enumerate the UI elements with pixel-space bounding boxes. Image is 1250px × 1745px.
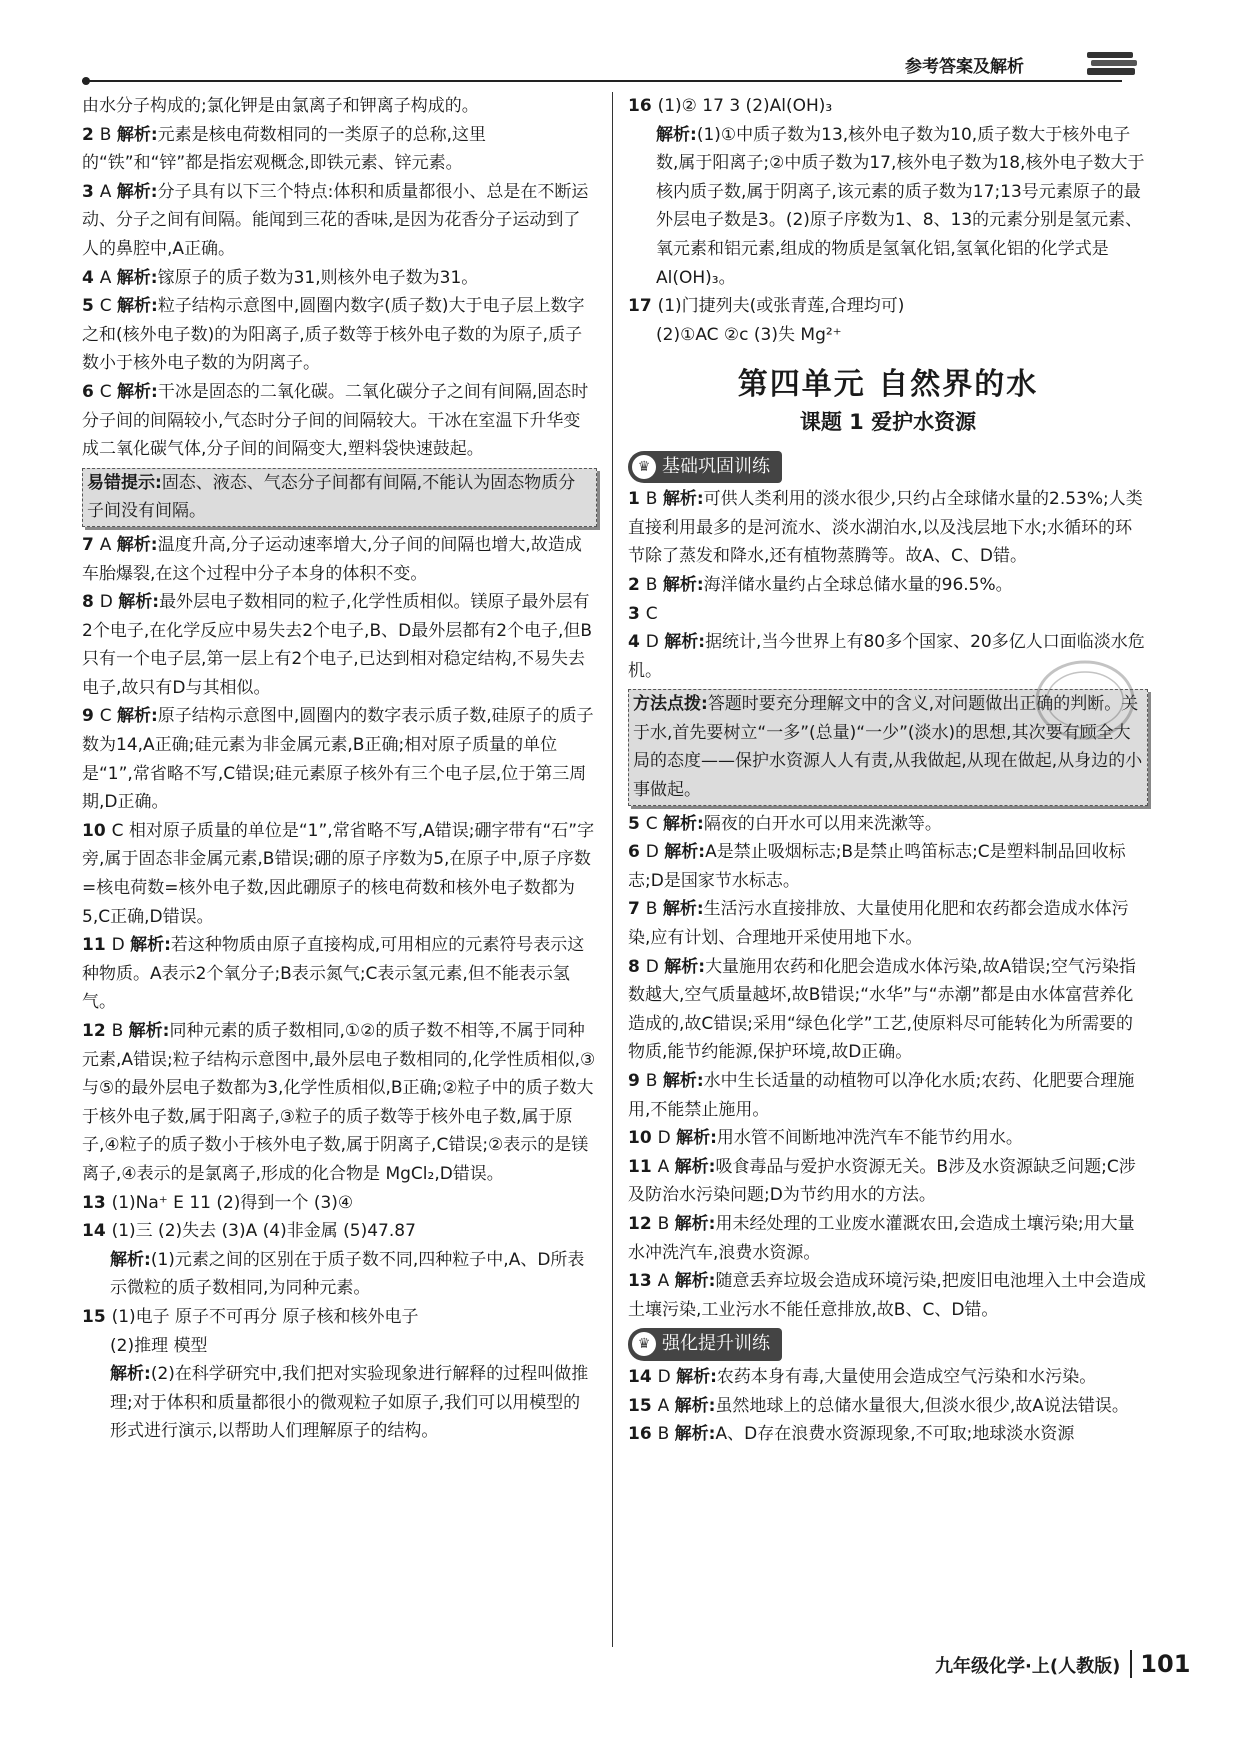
answer-choice: C (111, 820, 129, 841)
answer-text: 元素是核电荷数相同的一类原子的总称,这里的“铁”和“锌”都是指宏观概念,即铁元素、锌元素。 (82, 124, 487, 174)
item-number: 10 (628, 1128, 658, 1149)
answer-item (82, 121, 597, 178)
analysis-label: 解析: (117, 296, 158, 317)
right-top-answers (628, 92, 1148, 349)
item-number: 1 (628, 489, 646, 510)
answer-item (628, 485, 1148, 571)
answer-text: 相对原子质量的单位是“1”,常省略不写,A错误;硼字带有“石”字旁,属于固态非金属元素,B错误;硼的原子序数为5,在原子中,原子序数=核电荷数=核外电子数,因此硼原子的核电荷数和核外电子数都为5,C正确,D错误。 (82, 820, 595, 927)
analysis-label: 解析: (662, 574, 704, 595)
lesson-title: 课题 1 爱护水资源 (799, 409, 977, 434)
answer-text: 农药本身有毒,大量使用会造成空气污染和水污染。 (716, 1366, 1097, 1387)
answer-text: 据统计,当今世界上有80多个国家、20多亿人口面临淡水危机。 (628, 632, 1145, 681)
answer-choice: D (99, 592, 119, 613)
answer-text: 吸食毒品与爱护水资源无关。B涉及水资源缺乏问题;C涉及防治水污染问题;D为节约用水的方法。 (628, 1156, 1136, 1206)
answer-text: 海洋储水量约占全球总储水量的96.5%。 (703, 574, 1013, 595)
answer-text: (1)①中质子数为13,核外电子数为10,质子数大于核外电子数,属于阳离子;②中质子数为17,核外电子数为18,核外电子数大于核内质子数,属于阴离子,该元素的质子数为17;13号元素原子的最外层电子数是3。(2)原子序数为1、8、13的元素分别是氢元素、氧元素和铝元素,组成的物质是氢氧化铝,氢氧化铝的化学式是Al(OH)₃。 (656, 124, 1145, 288)
analysis-label: 解析: (676, 1366, 717, 1387)
answer-text: (2)在科学研究中,我们把对实验现象进行解释的过程叫做推理;对于体积和质量都很小的微观粒子如原子,我们可以用模型的形式进行演示,以帮助人们理解原子的结构。 (110, 1364, 589, 1442)
answer-item (82, 1360, 597, 1446)
answer-choice: B (657, 1424, 675, 1445)
section-banner-advanced (628, 1328, 782, 1361)
answer-choice: A (657, 1395, 675, 1416)
analysis-label: 解析: (662, 489, 704, 510)
answer-text: 固态、液态、气态分子间都有间隔,不能认为固态物质分子间没有间隔。 (87, 472, 576, 522)
answer-item (628, 1420, 1148, 1449)
item-number: 8 (628, 956, 646, 977)
left-column (82, 92, 597, 1446)
answer-item (82, 1217, 597, 1246)
answer-item (628, 1363, 1148, 1392)
watermark-stamp (1030, 655, 1140, 745)
item-number: 10 (82, 820, 112, 841)
answer-choice: C (99, 706, 118, 727)
item-number: 7 (82, 534, 100, 555)
analysis-label: 解析: (118, 592, 160, 613)
answer-text: (1)三 (2)失去 (3)A (4)非金属 (5)47.87 (111, 1221, 416, 1242)
answer-item (628, 810, 1148, 839)
answer-choice: C (99, 296, 118, 317)
section-banner-basic (628, 451, 782, 484)
answer-choice: A (657, 1156, 675, 1177)
analysis-label: 解析: (117, 706, 158, 727)
column-divider (612, 92, 613, 1647)
item-number: 16 (628, 1424, 658, 1445)
answer-text: (1)门捷列夫(或张青莲,合理均可) (657, 296, 905, 317)
answer-choice: B (645, 489, 663, 510)
analysis-label: 解析: (116, 124, 158, 145)
answer-choice: D (645, 842, 665, 863)
answer-choice: C (645, 603, 658, 624)
answer-item (628, 92, 1148, 121)
item-number: 2 (82, 124, 100, 145)
answer-item (628, 1067, 1148, 1124)
item-number: 11 (628, 1156, 658, 1177)
item-number: 14 (82, 1221, 112, 1242)
answer-item (628, 121, 1148, 293)
answer-item (628, 600, 1148, 629)
analysis-label: 解析: (656, 124, 697, 145)
item-number: 12 (628, 1213, 658, 1234)
answer-item (82, 178, 597, 264)
item-number: 4 (82, 267, 100, 288)
answer-choice: D (645, 632, 665, 653)
analysis-label: 解析: (117, 381, 158, 402)
answer-item (82, 702, 597, 816)
header-title: 参考答案及解析 (905, 57, 1024, 77)
answer-item (82, 1332, 597, 1361)
item-number: 3 (628, 603, 646, 624)
answer-item (82, 817, 597, 931)
answer-text: 温度升高,分子运动速率增大,分子间的间隔也增大,故造成车胎爆裂,在这个过程中分子本身的体积不变。 (82, 534, 582, 584)
analysis-label: 解析: (130, 935, 171, 956)
crown-icon: ♛ (632, 1332, 656, 1356)
answer-item (628, 1210, 1148, 1267)
answer-item (628, 895, 1148, 952)
answer-text: 粒子结构示意图中,圆圈内数字(质子数)大于电子层上数字之和(核外电子数)的为阳离子,质子数等于核外电子数的为原子,质子数小于核外电子数的为阴离子。 (82, 296, 585, 374)
answer-text: 干冰是固态的二氧化碳。二氧化碳分子之间有间隔,固态时分子间的间隔较小,气态时分子间的间隔较大。干冰在室温下升华变成二氧化碳气体,分子间的间隔变大,塑料袋快速鼓起。 (82, 381, 589, 460)
analysis-label: 解析: (116, 534, 158, 555)
analysis-label: 解析: (662, 1071, 704, 1091)
answer-text: (2)推理 模型 (110, 1335, 208, 1356)
right-column (628, 92, 1148, 1449)
answer-choice: A (657, 1271, 675, 1292)
answer-choice: D (645, 956, 665, 977)
answer-item (628, 1124, 1148, 1153)
banner-label: 基础巩固训练 (662, 455, 770, 477)
analysis-label: 解析: (128, 1021, 170, 1041)
analysis-label: 解析: (116, 267, 158, 288)
answer-text: (2)①AC ②c (3)失 Mg²⁺ (656, 324, 842, 345)
analysis-label: 解析: (664, 842, 706, 863)
answer-item (628, 321, 1148, 350)
answer-item (82, 931, 597, 1017)
answer-item (628, 838, 1148, 895)
answer-choice: D (657, 1128, 677, 1149)
answer-item (82, 264, 597, 293)
answer-item (82, 292, 597, 378)
answer-choice: B (111, 1021, 129, 1041)
analysis-label: 解析: (116, 181, 158, 202)
analysis-label: 解析: (674, 1213, 716, 1234)
answer-text: (1)② 17 3 (2)Al(OH)₃ (657, 96, 833, 116)
item-number: 4 (628, 632, 646, 653)
item-number: 6 (628, 842, 646, 863)
footer-label: 九年级化学·上(人教版) (935, 1656, 1121, 1677)
item-number: 11 (82, 935, 112, 956)
item-number: 15 (628, 1395, 658, 1416)
right-mid-answers (628, 485, 1148, 1324)
answer-item (628, 953, 1148, 1067)
item-number: 7 (628, 899, 646, 920)
item-number: 9 (82, 706, 100, 727)
answer-item (82, 531, 597, 588)
analysis-label: 解析: (676, 1128, 717, 1149)
answer-text: 大量施用农药和化肥会造成水体污染,故A错误;空气污染指数越大,空气质量越坏,故B错误;“水华”与“赤潮”都是由水体富营养化造成的,故C错误;采用“绿色化学”工艺,使原料尽可能转化为所需要的物质,能节约能源,保护环境,故D正确。 (628, 956, 1136, 1063)
item-number: 14 (628, 1366, 658, 1387)
item-number: 13 (628, 1271, 658, 1292)
answer-text: 隔夜的白开水可以用来洗漱等。 (703, 813, 942, 834)
answer-text: 分子具有以下三个特点:体积和质量都很小、总是在不断运动、分子之间有间隔。能闻到三花的香味,是因为花香分子运动到了人的鼻腔中,A正确。 (82, 181, 589, 259)
analysis-label: 易错提示: (87, 472, 162, 493)
answer-text: 虽然地球上的总储水量很大,但淡水很少,故A说法错误。 (715, 1395, 1129, 1416)
analysis-label: 解析: (110, 1249, 151, 1270)
right-bottom-answers (628, 1363, 1148, 1449)
answer-choice: D (657, 1366, 677, 1387)
unit-title: 第四单元 自然界的水 (737, 367, 1039, 403)
answer-text: 最外层电子数相同的粒子,化学性质相似。镁原子最外层有2个电子,在化学反应中易失去2个电子,B、D最外层都有2个电子,但B只有一个电子层,第一层上有2个电子,已达到相对稳定结构,不易失去电子,故只有D与其相似。 (82, 592, 593, 698)
item-number: 13 (82, 1192, 112, 1213)
item-number: 15 (82, 1306, 112, 1327)
answer-choice: B (645, 1071, 663, 1091)
item-number: 2 (628, 574, 646, 595)
page-number: 101 (1130, 1650, 1190, 1678)
answer-text: 用水管不间断地冲洗汽车不能节约用水。 (716, 1128, 1023, 1149)
footer (935, 1650, 1190, 1678)
answer-item (82, 588, 597, 702)
analysis-label: 解析: (664, 956, 706, 977)
answer-choice: C (99, 381, 118, 402)
answer-item (628, 571, 1148, 600)
item-number: 6 (82, 381, 100, 402)
answer-item (82, 92, 597, 121)
banner-label: 强化提升训练 (662, 1333, 770, 1355)
answer-choice: B (645, 574, 663, 595)
answer-text: 由水分子构成的;氯化钾是由氯离子和钾离子构成的。 (82, 96, 479, 116)
analysis-label: 解析: (674, 1395, 716, 1416)
answer-choice: B (657, 1213, 675, 1234)
answer-text: (1)元素之间的区别在于质子数不同,四种粒子中,A、D所表示微粒的质子数相同,为同种元素。 (110, 1249, 585, 1299)
answer-text: 若这种物质由原子直接构成,可用相应的元素符号表示这种物质。A表示2个氧分子;B表示氮气;C表示氢元素,但不能表示氢气。 (82, 935, 585, 1013)
answer-item (82, 378, 597, 464)
answer-text: (1)电子 原子不可再分 原子核和核外电子 (111, 1306, 419, 1327)
answer-choice: C (645, 813, 664, 834)
analysis-label: 解析: (674, 1156, 716, 1177)
answer-text: A是禁止吸烟标志;B是禁止鸣笛标志;C是塑料制品回收标志;D是国家节水标志。 (628, 842, 1126, 891)
header-rule (82, 80, 1122, 82)
item-number: 16 (628, 96, 658, 116)
answer-text: 可供人类利用的淡水很少,只约占全球储水量的2.53%;人类直接利用最多的是河流水、淡水湖泊水,以及浅层地下水;水循环的环节除了蒸发和降水,还有植物蒸腾等。故A、C、D错。 (628, 489, 1143, 567)
answer-choice: B (99, 124, 117, 145)
item-number: 5 (628, 813, 646, 834)
answer-choice: B (645, 899, 663, 920)
analysis-label: 解析: (110, 1364, 151, 1385)
books-icon (1085, 50, 1140, 78)
answer-item (628, 1153, 1148, 1210)
tip-box (82, 468, 597, 527)
answer-text: (1)Na⁺ E 11 (2)得到一个 (3)④ (111, 1192, 354, 1213)
analysis-label: 解析: (662, 899, 704, 920)
analysis-label: 解析: (674, 1271, 716, 1292)
item-number: 3 (82, 181, 100, 202)
answer-text: 答题时要充分理解文中的含义,对问题做出正确的判断。关于水,首先要树立“一多”(总量)“一少”(淡水)的思想,其次要有顾全大局的态度——保护水资源人人有责,从我做起,从现在做起,从身边的小事做起。 (633, 694, 1143, 801)
answer-choice: A (99, 267, 117, 288)
item-number: 12 (82, 1021, 112, 1041)
answer-item (628, 292, 1148, 321)
answer-text: 生活污水直接排放、大量使用化肥和农药都会造成水体污染,应有计划、合理地开采使用地下水。 (628, 899, 1129, 949)
item-number: 17 (628, 296, 658, 317)
answer-choice: D (111, 935, 131, 956)
answer-item (82, 1246, 597, 1303)
answer-text: 水中生长适量的动植物可以净化水质;农药、化肥要合理施用,不能禁止施用。 (628, 1071, 1135, 1120)
item-number: 9 (628, 1071, 646, 1091)
analysis-label: 方法点拨: (633, 694, 708, 715)
answer-text: 用未经处理的工业废水灌溉农田,会造成土壤污染;用大量水冲洗汽车,浪费水资源。 (628, 1213, 1135, 1263)
answer-text: 镓原子的质子数为31,则核外电子数为31。 (157, 267, 479, 288)
answer-text: 同种元素的质子数相同,①②的质子数不相等,不属于同种元素,A错误;粒子结构示意图中,最外层电子数相同的,化学性质相似,③与⑤的最外层电子数都为3,化学性质相似,B正确;②粒子中的质子数大于核外电子数,属于阳离子,③粒子的质子数等于核外电子数,属于原子,④粒子的质子数小于核外电子数,属于阴离子,C错误;②表示的是镁离子,④表示的是氯离子,形成的化合物是 MgCl₂,D错误。 (82, 1021, 596, 1184)
answer-item (628, 1267, 1148, 1324)
analysis-label: 解析: (674, 1424, 716, 1445)
item-number: 5 (82, 296, 100, 317)
answer-item (82, 1189, 597, 1218)
answer-choice: A (99, 534, 117, 555)
answer-item (82, 1303, 597, 1332)
item-number: 8 (82, 592, 100, 613)
answer-text: 随意丢弃垃圾会造成环境污染,把废旧电池埋入土中会造成土壤污染,工业污水不能任意排放,故B、C、D错。 (628, 1271, 1146, 1320)
answer-choice: A (99, 181, 117, 202)
answer-item (628, 1392, 1148, 1421)
analysis-label: 解析: (664, 632, 706, 653)
crown-icon: ♛ (632, 455, 656, 479)
answer-item (82, 1017, 597, 1189)
analysis-label: 解析: (663, 813, 704, 834)
answer-text: 原子结构示意图中,圆圈内的数字表示质子数,硅原子的质子数为14,A正确;硅元素为非金属元素,B正确;相对原子质量的单位是“1”,常省略不写,C错误;硅元素原子核外有三个电子层,位于第三周期,D正确。 (82, 706, 594, 813)
answer-text: A、D存在浪费水资源现象,不可取;地球淡水资源 (715, 1424, 1075, 1445)
